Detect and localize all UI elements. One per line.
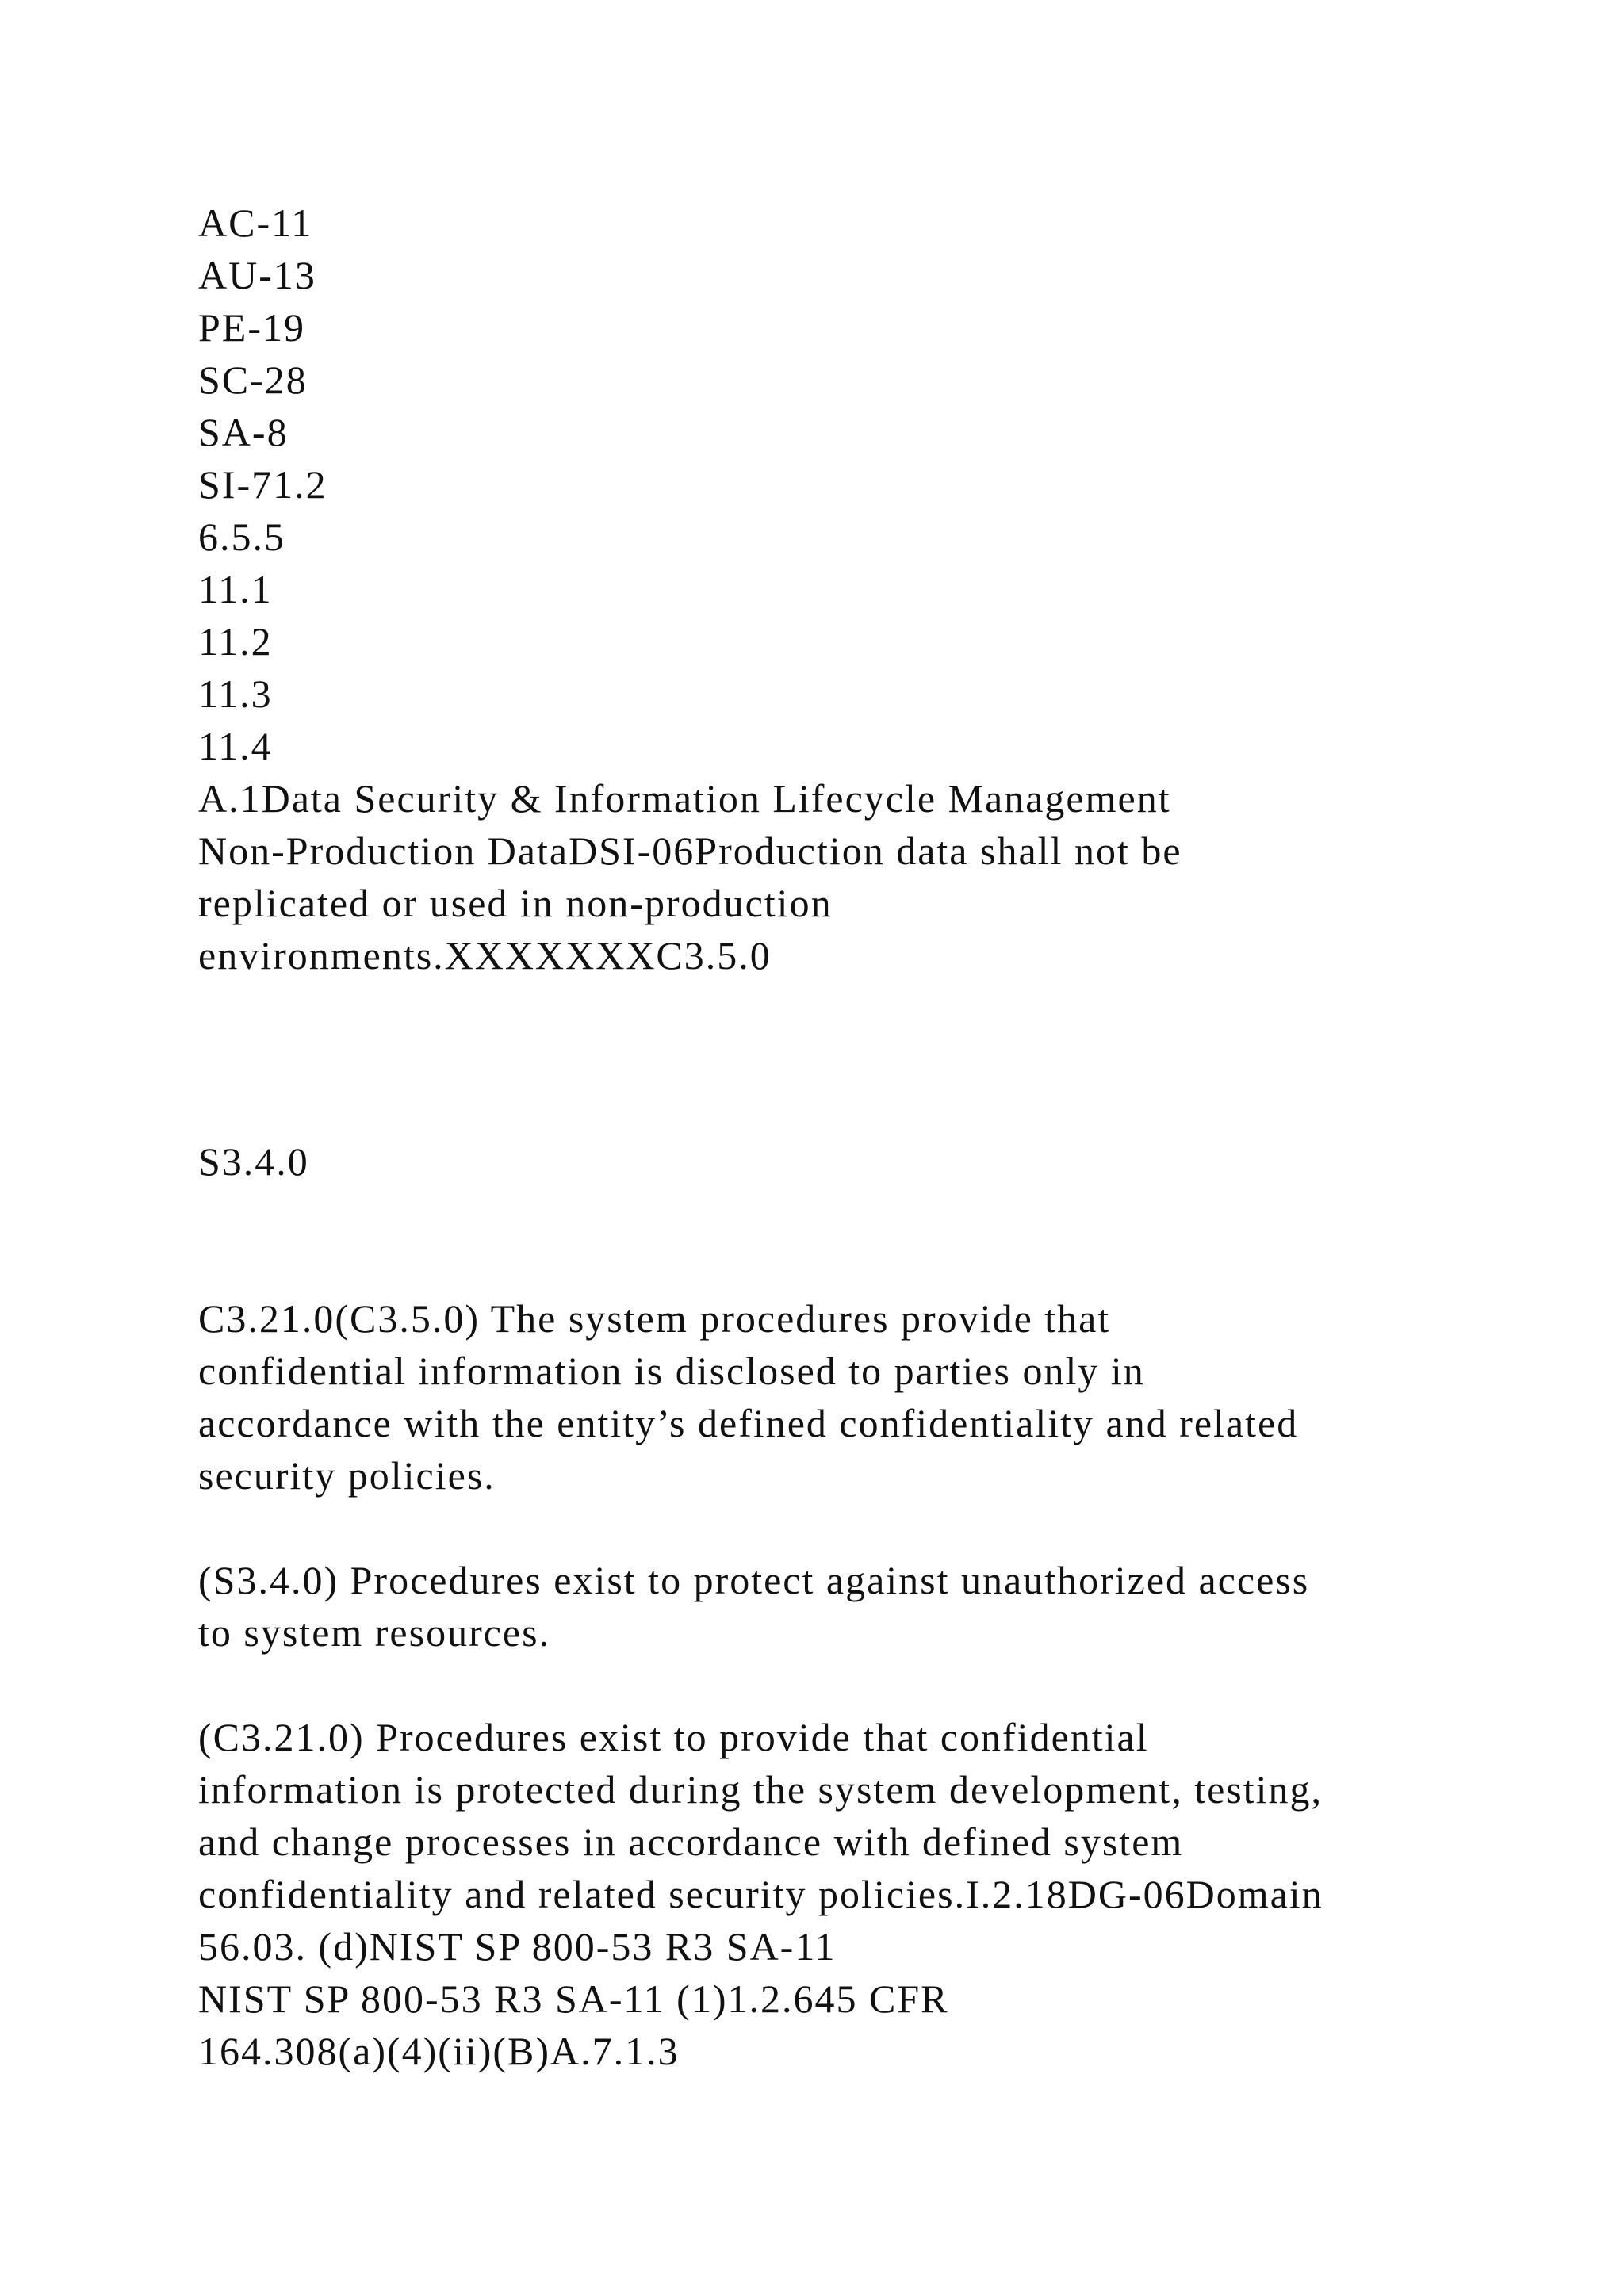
text-line: information is protected during the system development, testing, [198, 1767, 1323, 1812]
text-line: SC-28 [198, 358, 308, 402]
text-line: AC-11 [198, 201, 313, 245]
text-line: environments.XXXXXXXC3.5.0 [198, 933, 772, 978]
text-line: and change processes in accordance with defined system [198, 1820, 1184, 1864]
text-line: (S3.4.0) Procedures exist to protect against unauthorized access [198, 1558, 1310, 1602]
paragraph [198, 1292, 1507, 1502]
text-line: 11.2 [198, 619, 273, 664]
text-line: 11.1 [198, 567, 273, 611]
text-line: 164.308(a)(4)(ii)(B)A.7.1.3 [198, 2029, 680, 2073]
text-line: 6.5.5 [198, 515, 285, 559]
text-line: to system resources. [198, 1610, 551, 1655]
paragraph [198, 1554, 1507, 1659]
text-line: security policies. [198, 1453, 496, 1498]
text-line: confidentiality and related security policies.I.2.18DG-06Domain [198, 1872, 1323, 1916]
text-line: SA-8 [198, 410, 289, 454]
text-line: SI-71.2 [198, 462, 327, 507]
text-line: Non-Production DataDSI-06Production data shall not be [198, 828, 1182, 873]
text-line: PE-19 [198, 305, 305, 350]
text-line: NIST SP 800-53 R3 SA-11 (1)1.2.645 CFR [198, 1976, 949, 2021]
text-line: C3.21.0(C3.5.0) The system procedures provide that [198, 1296, 1111, 1341]
control-list-block [198, 197, 1507, 982]
text-line: replicated or used in non-production [198, 881, 833, 925]
text-line: accordance with the entity’s defined confidentiality and related [198, 1401, 1299, 1445]
text-line: AU-13 [198, 253, 316, 297]
criteria-paragraphs [198, 1292, 1507, 2077]
text-line: 56.03. (d)NIST SP 800-53 R3 SA-11 [198, 1924, 837, 1969]
text-line: 11.4 [198, 724, 273, 768]
s340-block [198, 1135, 1507, 1188]
text-line: 11.3 [198, 672, 273, 716]
text-line: S3.4.0 [198, 1139, 309, 1184]
text-line: (C3.21.0) Procedures exist to provide that confidential [198, 1715, 1149, 1759]
text-line: A.1Data Security & Information Lifecycle Management [198, 776, 1171, 821]
text-line: confidential information is disclosed to parties only in [198, 1349, 1145, 1393]
paragraph [198, 1711, 1507, 2077]
